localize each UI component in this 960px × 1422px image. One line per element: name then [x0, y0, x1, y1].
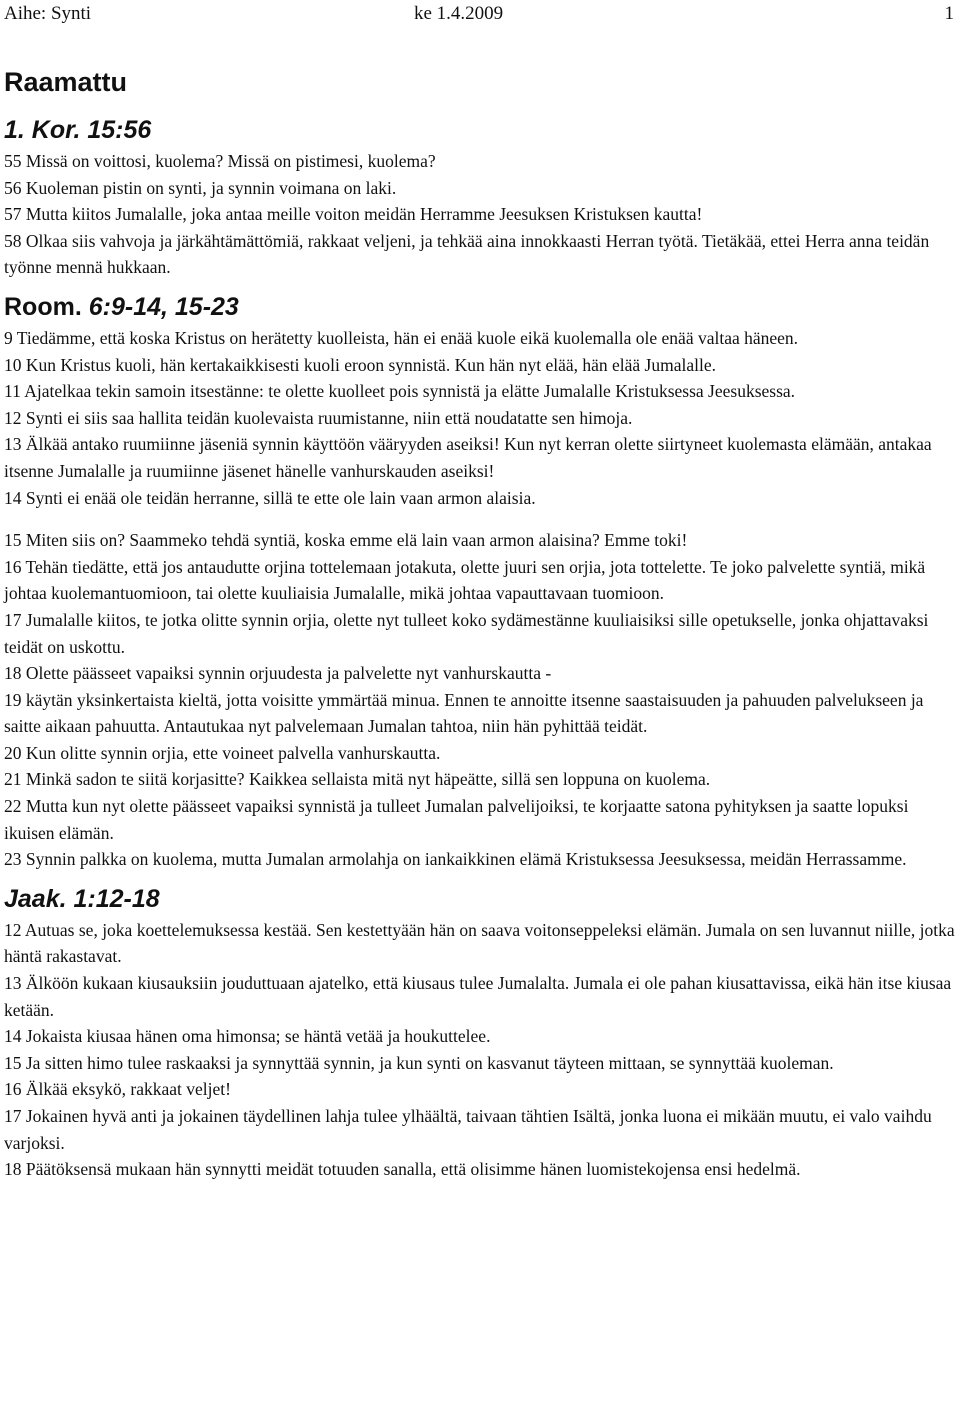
verse: 11 Ajatelkaa tekin samoin itsestänne: te olette kuolleet pois synnistä ja elätte Jumalalle Kristuksessa Jeesuksessa. [4, 381, 796, 402]
section-heading-room [4, 291, 956, 323]
verse: 58 Olkaa siis vahvoja ja järkähtämättömiä, rakkaat veljeni, ja tehkää aina innokkaasti Herran työtä. Tietäkää, ettei Herra anna teidän työnne mennä hukkaan. [4, 230, 930, 278]
verse: 56 Kuoleman pistin on synti, ja synnin voimana on laki. [4, 177, 397, 198]
verse: 12 Synti ei siis saa hallita teidän kuolevaista ruumistanne, niin että noudatatte sen himoja. [4, 407, 633, 428]
section-room [4, 291, 956, 873]
verse: 17 Jumalalle kiitos, te jotka olitte synnin orjia, olette nyt tulleet koko sydämestänne kuuliaisiksi sille opetukselle, jonka ohjattavaksi teidät on uskottu. [4, 609, 929, 657]
verse: 19 käytän yksinkertaista kieltä, jotta voisitte ymmärtää minua. Ennen te annoitte itsenne saastaisuuden ja pahuuden palvelukseen ja saitte aikaan pahuutta. Antautukaa nyt palvelemaan Jumalan tahtoa, niin hän pyhittää teidät. [4, 689, 924, 737]
section-heading-jaak: Jaak. 1:12-18 [4, 884, 160, 913]
verse: 16 Älkää eksykö, rakkaat veljet! [4, 1079, 231, 1100]
verse: 14 Synti ei enää ole teidän herranne, sillä te ette ole lain vaan armon alaisia. [4, 487, 536, 508]
verse: 18 Olette päässeet vapaiksi synnin orjuudesta ja palvelette nyt vanhurskautta - [4, 663, 552, 684]
verse: 13 Älkää antako ruumiinne jäseniä synnin käyttöön vääryyden aseiksi! Kun nyt kerran olette siirtyneet kuolemasta elämään, antakaa itsenne Jumalalle ja ruumiinne jäsenet hänelle vanhurskauden aseiksi! [4, 434, 932, 481]
header-page-number: 1 [944, 3, 954, 24]
verse: 13 Älköön kukaan kiusauksiin jouduttuaan ajatelko, että kiusaus tulee Jumalalta. Jumala ei ole pahan kiusattavissa, eikä hän itse kiusaa ketään. [4, 973, 952, 1020]
verse: 55 Missä on voittosi, kuolema? Missä on pistimesi, kuolema? [4, 151, 436, 171]
verse: 12 Autuas se, joka koettelemuksessa kestää. Sen kestettyään hän on saava voitonseppeleksi elämän. Jumala on sen luvannut niille, jotka häntä rakastavat. [4, 919, 955, 967]
verse: 15 Ja sitten himo tulee raskaaksi ja synnyttää synnin, ja kun synti on kasvanut täyteen mittaan, se synnyttää kuoleman. [4, 1052, 834, 1073]
section-1-kor [4, 114, 956, 281]
verse: 14 Jokaista kiusaa hänen oma himonsa; se häntä vetää ja houkuttelee. [4, 1026, 491, 1047]
document-title: Raamattu [4, 67, 128, 97]
section-heading-kor: 1. Kor. 15:56 [4, 116, 152, 144]
header-date: ke 1.4.2009 [414, 3, 504, 24]
verse: 9 Tiedämme, että koska Kristus on herätetty kuolleista, hän ei enää kuole eikä kuolemalla ole enää valtaa häneen. [4, 327, 799, 348]
verse: 10 Kun Kristus kuoli, hän kertakaikkisesti kuoli eroon synnistä. Kun hän nyt elää, hän elää Jumalalle. [4, 354, 716, 375]
verse: 57 Mutta kiitos Jumalalle, joka antaa meille voiton meidän Herramme Jeesuksen Kristuksen kautta! [4, 204, 703, 225]
paragraph-gap [4, 511, 956, 527]
page-header [4, 2, 954, 28]
document-content [4, 64, 956, 1183]
verse: 20 Kun olitte synnin orjia, ette voineet palvella vanhurskautta. [4, 742, 441, 763]
verse: 22 Mutta kun nyt olette päässeet vapaiksi synnistä ja tulleet Jumalan palvelijoiksi, te korjaatte satona pyhityksen ja saatte lopuksi ikuisen elämän. [4, 796, 909, 843]
verse: 18 Päätöksensä mukaan hän synnytti meidät totuuden sanalla, että olisimme hänen luomistekojensa ensi hedelmä. [4, 1159, 801, 1180]
section-heading-room-ref: 6:9-14, 15-23 [88, 292, 239, 321]
verse: 23 Synnin palkka on kuolema, mutta Jumalan armolahja on iankaikkinen elämä Kristuksessa Jeesuksessa, meidän Herrassamme. [4, 849, 907, 870]
verse: 21 Minkä sadon te siitä korjasitte? Kaikkea sellaista mitä nyt häpeätte, sillä sen loppuna on kuolema. [4, 769, 711, 790]
section-heading-room-book: Room. [4, 292, 82, 321]
verse: 15 Miten siis on? Saammeko tehdä syntiä, koska emme elä lain vaan armon alaisina? Emme toki! [4, 530, 688, 551]
verse: 16 Tehän tiedätte, että jos antaudutte orjina tottelemaan jotakuta, olette juuri sen orjia, jota tottelette. Te joko palvelette syntiä, mikä johtaa kuolemantuomioon, tai olette kuuliaisia Jumalalle, mikä johtaa vapauttavaan tuomioon. [4, 556, 926, 604]
verse: 17 Jokainen hyvä anti ja jokainen täydellinen lahja tulee ylhäältä, taivaan tähtien Isältä, jonka luona ei mikään muutu, ei valo vaihdu varjoksi. [4, 1106, 932, 1153]
header-topic: Aihe: Synti [4, 3, 92, 24]
section-jaak [4, 883, 956, 1183]
